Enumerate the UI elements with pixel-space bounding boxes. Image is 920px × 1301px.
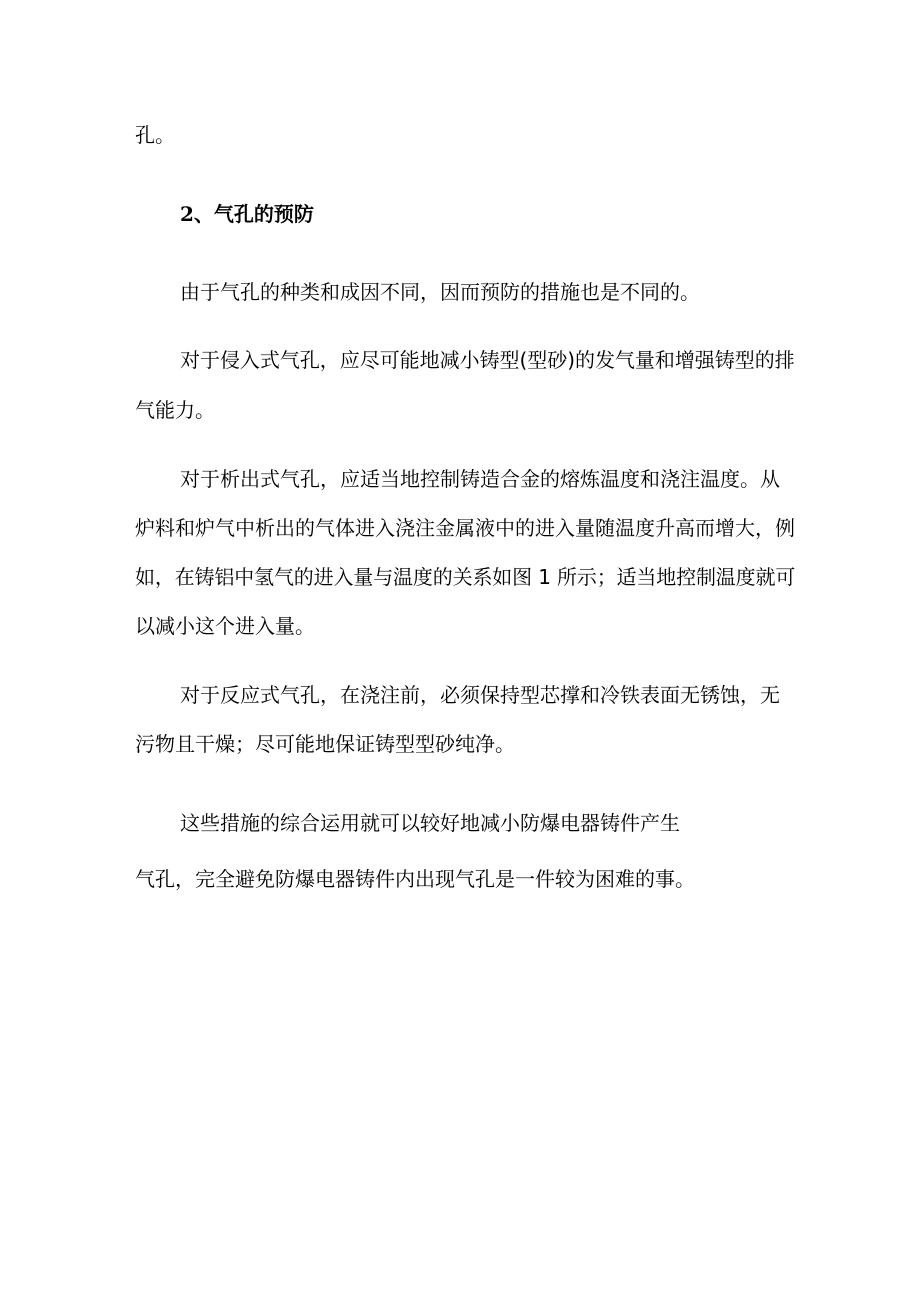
paragraph-line: 如，在铸铝中氢气的进入量与温度的关系如图 1 所示；适当地控制温度就可 [135, 565, 796, 589]
paragraph-line: 炉料和炉气中析出的气体进入浇注金属液中的进入量随温度升高而增大，例 [135, 516, 795, 540]
paragraph-line: 这些措施的综合运用就可以较好地减小防爆电器铸件产生 [180, 811, 680, 835]
paragraph-line: 气能力。 [135, 398, 215, 422]
paragraph-line: 对于反应式气孔，在浇注前，必须保持型芯撑和冷铁表面无锈蚀，无 [180, 683, 780, 707]
section-heading: 2、气孔的预防 [180, 202, 314, 226]
paragraph-line: 对于侵入式气孔，应尽可能地减小铸型(型砂)的发气量和增强铸型的排 [180, 348, 795, 372]
paragraph-line: 气孔，完全避免防爆电器铸件内出现气孔是一件较为困难的事。 [135, 867, 695, 891]
paragraph-line: 对于析出式气孔，应适当地控制铸造合金的熔炼温度和浇注温度。从 [180, 467, 780, 491]
continuation-text: 孔。 [135, 123, 175, 147]
paragraph-line: 污物且干燥；尽可能地保证铸型型砂纯净。 [135, 732, 515, 756]
paragraph-line: 以减小这个进入量。 [135, 614, 315, 638]
paragraph-line: 由于气孔的种类和成因不同，因而预防的措施也是不同的。 [180, 280, 700, 304]
